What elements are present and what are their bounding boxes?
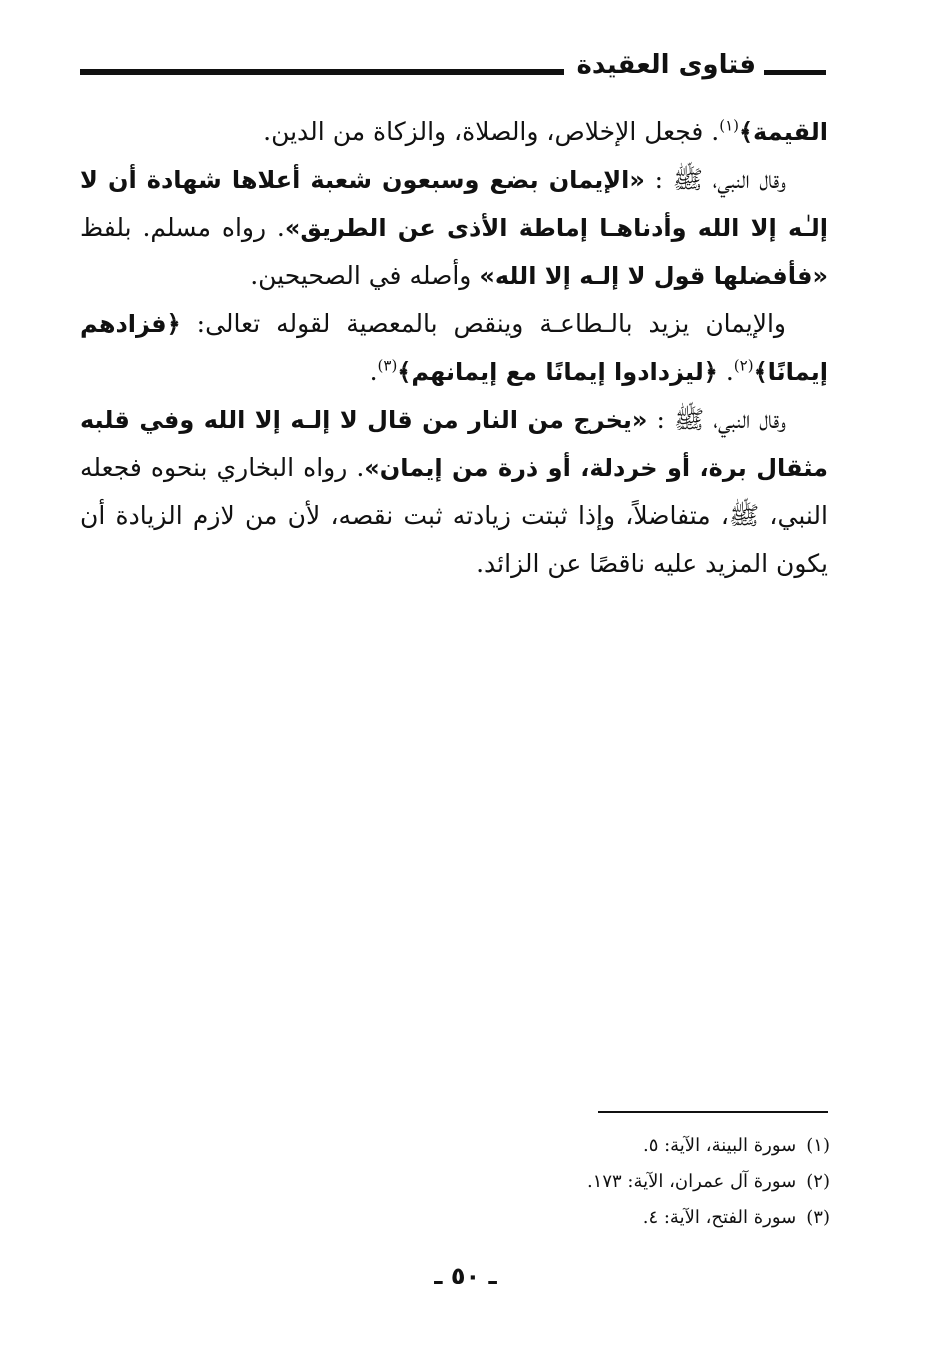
- quoted-text: ﴿فزادهم إيمانًا﴾: [80, 310, 828, 386]
- footnote-text: سورة الفتح، الآية: ٤.: [642, 1207, 797, 1228]
- text-run: والإيمان يزيد بالـطاعـة وينقص بالمعصية لقوله تعالى:: [180, 309, 786, 338]
- text-run: .: [369, 357, 378, 386]
- footnote-reference: (٢): [733, 356, 754, 375]
- header-rule-short: [764, 70, 826, 75]
- text-run: . فجعل الإخلاص، والصلاة، والزكاة من الدين.: [263, 117, 720, 146]
- paragraph: [80, 156, 828, 300]
- paragraph: [80, 396, 828, 588]
- header-title: فتاوى العقيدة: [576, 50, 756, 80]
- quoted-text: «الإيمان بضع وسبعون شعبة أعلاها شهادة أن لا إلـٰه إلا الله وأدناهـا إماطة الأذى عن الطريق»: [80, 166, 828, 242]
- footnote-reference: (١): [719, 116, 739, 135]
- footnote-reference: (٣): [377, 356, 398, 375]
- text-run: .: [717, 357, 734, 386]
- footnote-2: [420, 1164, 830, 1200]
- text-run: وأصله في الصحيحين.: [250, 261, 480, 290]
- footnote-separator: [598, 1111, 828, 1113]
- footnotes: [420, 1128, 830, 1236]
- text-run: . رواه البخاري بنحوه فجعله النبي، ﷺ، متفاضلاً، وإذا ثبتت زيادته ثبت نقصه، لأن من لازم الزيادة أن يكون المزيد عليه ناقصًا عن الزائد.: [80, 453, 828, 578]
- quoted-text: «يخرج من النار من قال لا إلـه إلا الله وفي قلبه مثقال برة، أو خردلة، أو ذرة من إيمان»: [80, 406, 828, 482]
- text-run: . رواه مسلم. بلفظ: [80, 213, 285, 242]
- quoted-text: ﴿ليزدادوا إيمانًا مع إيمانهم﴾: [397, 358, 718, 386]
- header-rule-long: [80, 69, 564, 75]
- footnote-text: سورة آل عمران، الآية: ١٧٣.: [586, 1171, 797, 1192]
- footnote-3: [420, 1200, 830, 1236]
- footnote-number: (١): [806, 1135, 830, 1156]
- quoted-text: «فأفضلها قول لا إلـه إلا الله»: [479, 262, 828, 290]
- paragraph: [80, 108, 828, 156]
- running-header: [80, 48, 828, 88]
- quoted-text: القيمة﴾: [738, 118, 828, 146]
- footnote-1: [420, 1128, 830, 1164]
- body-text: [80, 108, 828, 588]
- text-run: وقال النبي، ﷺ :: [644, 165, 787, 194]
- paragraph: [80, 300, 828, 396]
- footnote-number: (٢): [806, 1171, 830, 1192]
- page-number: ـ ٥٠ ـ: [434, 1262, 497, 1290]
- footnote-number: (٣): [806, 1207, 830, 1228]
- text-run: وقال النبي، ﷺ :: [647, 405, 786, 434]
- footnote-text: سورة البينة، الآية: ٥.: [642, 1135, 797, 1156]
